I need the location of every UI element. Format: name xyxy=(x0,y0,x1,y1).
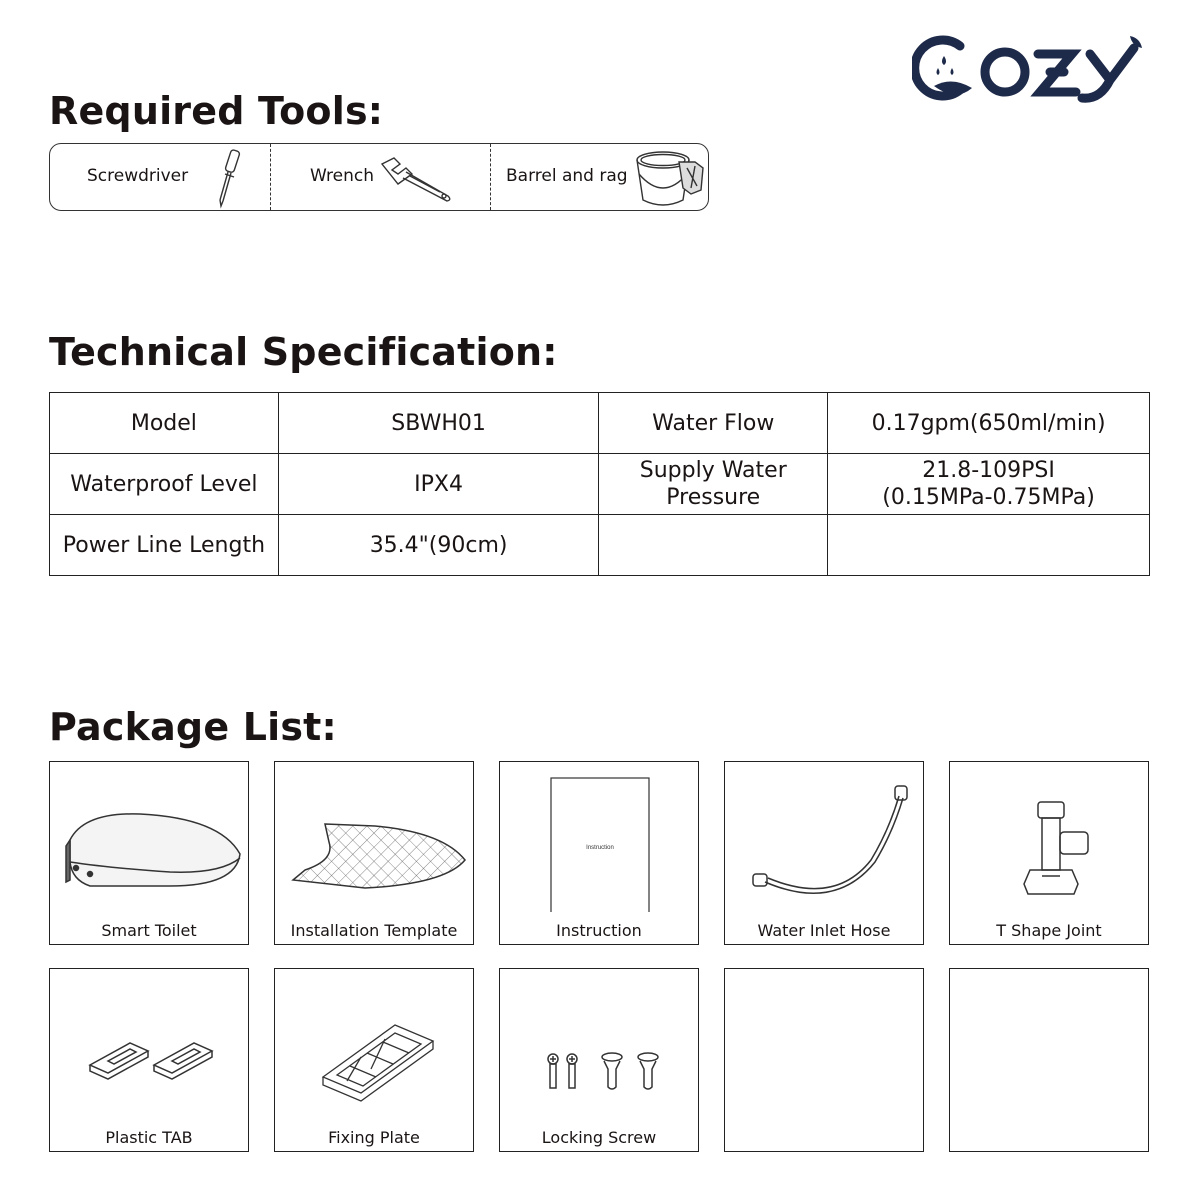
package-item-fixing-plate xyxy=(274,968,474,1152)
tool-wrench xyxy=(271,144,490,210)
cozy-logo xyxy=(912,28,1157,108)
package-title: Package List: xyxy=(49,705,337,749)
package-label: Fixing Plate xyxy=(328,1128,420,1147)
package-item-instruction xyxy=(499,761,699,945)
spec-value: 0.17gpm(650ml/min) xyxy=(828,393,1150,454)
smart-toilet-icon xyxy=(50,762,250,912)
package-item-t-shape-joint xyxy=(949,761,1149,945)
spec-value: SBWH01 xyxy=(278,393,599,454)
package-item-empty xyxy=(724,968,924,1152)
fixing-plate-icon xyxy=(275,969,475,1119)
package-label: Plastic TAB xyxy=(105,1128,193,1147)
tools-title: Required Tools: xyxy=(49,89,384,133)
tool-barrel xyxy=(491,144,710,210)
spec-label: Waterproof Level xyxy=(50,454,279,515)
spec-value: IPX4 xyxy=(278,454,599,515)
package-label: Installation Template xyxy=(290,921,458,940)
t-joint-icon xyxy=(950,762,1150,912)
package-item-water-inlet-hose xyxy=(724,761,924,945)
spec-value: 21.8-109PSI (0.15MPa-0.75MPa) xyxy=(828,454,1150,515)
spec-label: Power Line Length xyxy=(50,515,279,576)
spec-value: 35.4"(90cm) xyxy=(278,515,599,576)
tool-label: Screwdriver xyxy=(87,166,189,186)
tool-label: Barrel and rag xyxy=(506,166,628,186)
spec-label: Supply Water Pressure xyxy=(599,454,828,515)
instruction-booklet-icon xyxy=(500,762,700,912)
booklet-text: Instruction xyxy=(586,845,614,851)
hose-icon xyxy=(725,762,925,912)
package-item-locking-screw xyxy=(499,968,699,1152)
wrench-icon xyxy=(376,144,466,210)
plastic-tab-icon xyxy=(50,969,250,1119)
package-item-empty xyxy=(949,968,1149,1152)
tools-box xyxy=(49,143,709,211)
spec-value xyxy=(828,515,1150,576)
package-item-smart-toilet xyxy=(49,761,249,945)
tool-label: Wrench xyxy=(310,166,375,186)
screwdriver-icon xyxy=(200,144,260,210)
package-label: Water Inlet Hose xyxy=(757,921,891,940)
screw-icon xyxy=(500,969,700,1119)
spec-label: Model xyxy=(50,393,279,454)
spec-label: Water Flow xyxy=(599,393,828,454)
package-label: T Shape Joint xyxy=(996,921,1102,940)
barrel-icon xyxy=(631,144,711,210)
template-icon xyxy=(275,762,475,912)
spec-label xyxy=(599,515,828,576)
table-row xyxy=(50,454,1150,515)
package-item-plastic-tab xyxy=(49,968,249,1152)
package-label: Locking Screw xyxy=(541,1128,657,1147)
spec-title: Technical Specification: xyxy=(49,330,558,374)
tool-screwdriver xyxy=(50,144,270,210)
package-label: Smart Toilet xyxy=(101,921,197,940)
table-row xyxy=(50,393,1150,454)
table-row xyxy=(50,515,1150,576)
spec-table xyxy=(49,392,1150,576)
package-item-installation-template xyxy=(274,761,474,945)
package-label: Instruction xyxy=(556,921,642,940)
